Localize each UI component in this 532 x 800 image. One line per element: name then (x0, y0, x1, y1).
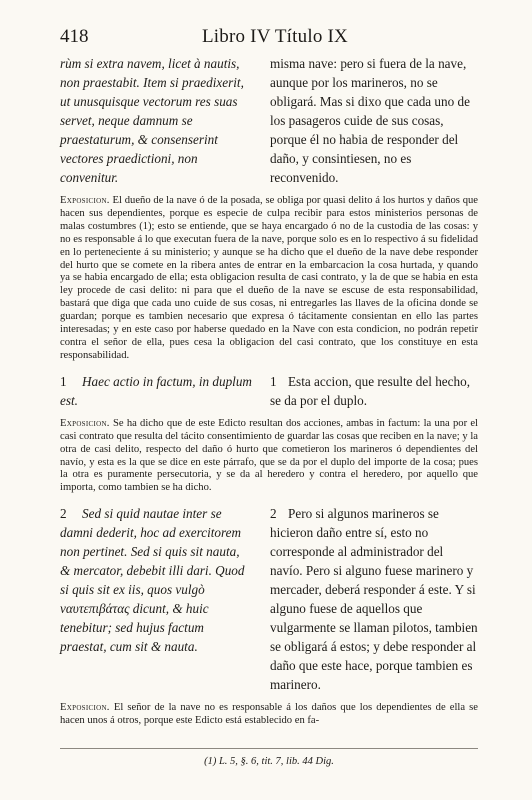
exposition-3 (60, 702, 478, 728)
exposition-label: Exposicion. (60, 195, 110, 206)
running-title: Libro IV Título IX (202, 26, 348, 47)
exposition-label: Exposicion. (60, 417, 110, 429)
latin-paragraph: Haec actio in factum, in duplum est. (60, 373, 252, 408)
parallel-text-1 (60, 54, 478, 187)
page-number: 418 (60, 26, 89, 47)
spanish-text (270, 372, 478, 410)
spanish-text (270, 504, 478, 694)
footnote-rule (60, 748, 478, 749)
footnote: (1) L. 5, §. 6, tit. 7, lib. 44 Dig. (204, 756, 334, 767)
latin-text (60, 504, 252, 694)
parallel-text-2 (60, 372, 478, 410)
exposition-2 (60, 418, 478, 495)
parallel-text-3 (60, 504, 478, 694)
latin-text (60, 372, 252, 410)
book-page (60, 26, 478, 728)
exposition-1 (60, 195, 478, 363)
exposition-text: Se ha dicho que de este Edicto resultan dos acciones, ambas in factum: la una por el casi contrato que resulta del tácito consentimiento de guardar las cosas que reciben en la nave; y la otra de casi delito, respecto del daño ó hurto que cometieron los marineros ó dependientes del navío, y esta es la que se dice en este párrafo, que se da por el duplo del importe de la cosa; pues la otra es puramente persecutoria, y se da al heredero y contra el heredero, por aquello que importa, como tambien se ha dicho. (60, 417, 478, 494)
spanish-paragraph: Pero si algunos marineros se hicieron daño entre sí, esto no corresponde al administrador del navío. Pero si alguno fuese marinero y mercader, deberá responder á este. Y si alguno fuese de aquellos que vulgarmente se llaman pilotos, tambien se obligará á estos; y debe responder al daño que este hace, porque tambien es marinero. (270, 506, 478, 693)
exposition-text: El dueño de la nave ó de la posada, se obliga por quasi delito á los hurtos y daños que hacen sus dependientes, porque es especie de culpa recibir para estos ministerios personas de malas costumbres (1); esto se entiende, que se haya encargado ó no de la custodia de las cosas: y no es responsable á lo que executan fuera de la nave, porque solo es en lo respectivo á su fidelidad en lo perteneciente á su ministerio; y aunque se ha dicho que el dueño de la nave debe responder del hurto que se comete en la ribera antes de entrar en la embarcacion la cosa hurtada, y quando ya se habia encargado de ella; esta obligacion resulta de casi contrato, y la de que se habia en esta ley procede de casi delito: ni para que el dueño de la nave se escuse de esta responsabilidad, bastará que diga que cada uno cuide de sus cosas, ni entregarles las llaves de la oficina donde se guardan; porque es tambien necesario que expresa ó tácitamente consientan en ello las partes interesadas; y en este caso por haberse quedado en la Nave con esta condicion, no podrán repetir contra el señor de ella, pues cesa la obligacion del casi contrato, que los constituye en esta responsabilidad. (60, 195, 478, 361)
latin-text: rùm si extra navem, licet à nautis, non praestabit. Item si praedixerit, ut unusquisque vectorum res suas servet, neque damnum se praestaturum, & consenserint vectores praedictioni, non convenitur. (60, 56, 244, 185)
paragraph-number: 2 (270, 506, 277, 522)
exposition-label: Exposicion. (60, 702, 110, 714)
page-header (60, 26, 478, 54)
paragraph-number: 1 (270, 373, 277, 389)
latin-paragraph: Sed si quid nautae inter se damni dederit, hoc ad exercitorem non pertinet. Sed si quis sit nauta, & mercator, debebit illi dari. Quod si quis sit ex iis, quos vulgò ναυτεπιβάτας dicunt, & huic tenebitur; sed hujus factum praestat, cum sit & nauta. (60, 506, 245, 655)
paragraph-number: 2 (60, 506, 67, 522)
spanish-paragraph: Esta accion, que resulte del hecho, se da por el duplo. (270, 373, 470, 408)
spanish-text: misma nave: pero si fuera de la nave, aunque por los marineros, no se obligará. Mas si dixo que cada uno de los pasageros cuide de sus cosas, porque él no habia de responder del daño, y consintiesen, no es reconvenido. (270, 56, 470, 185)
paragraph-number: 1 (60, 373, 67, 389)
exposition-text: El señor de la nave no es responsable á los daños que los dependientes de ella se hacen unos á otros, porque este Edicto está establecido en fa- (60, 702, 478, 727)
